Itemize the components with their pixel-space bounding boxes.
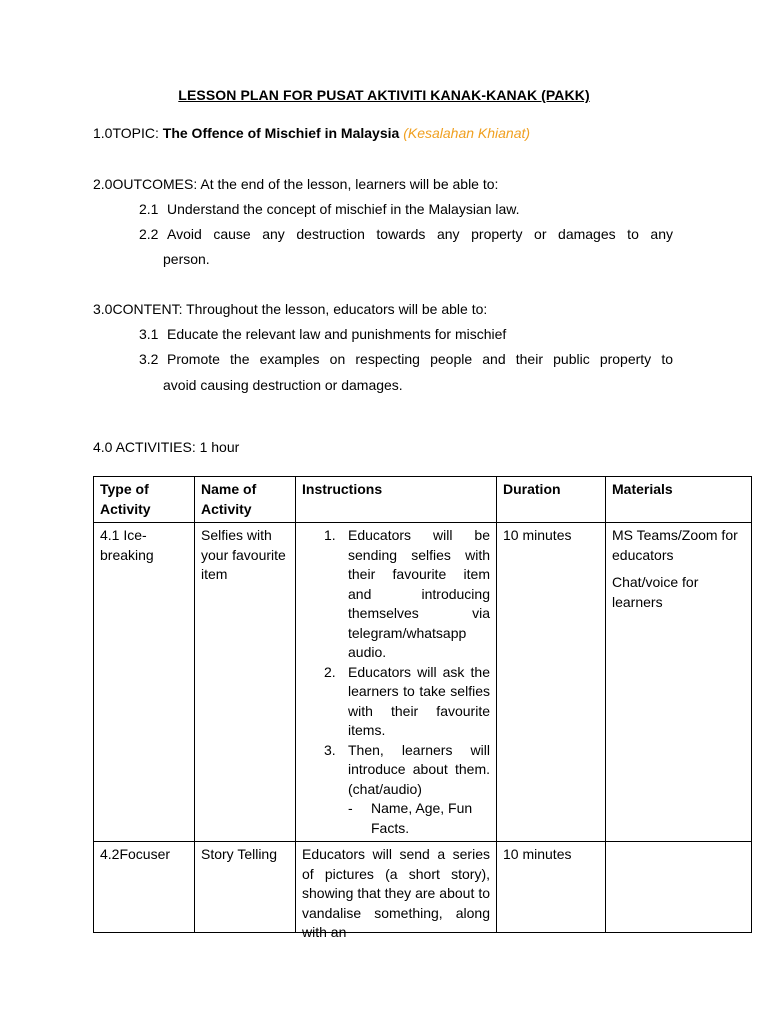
content-heading: 3.0CONTENT: Throughout the lesson, educators will be able to:	[93, 301, 488, 317]
content-number: 3.1	[139, 326, 159, 342]
instruction-subitem	[302, 799, 490, 838]
content-number: 3.2	[139, 351, 159, 367]
header-instructions: Instructions	[296, 477, 497, 523]
instruction-list	[302, 526, 490, 799]
instruction-item	[302, 663, 490, 741]
instruction-text: Educators will send a series of pictures (a short story), showing that they are about to vandalise something, along with an	[302, 846, 490, 940]
cell-duration: 10 minutes	[497, 523, 606, 842]
dash-bullet: -	[348, 800, 353, 816]
cell-type: 4.1 Ice-breaking	[94, 523, 195, 842]
topic-line	[93, 125, 530, 141]
content-text-continued: avoid causing destruction or damages.	[163, 377, 403, 393]
table-row	[94, 842, 752, 933]
topic-label: 1.0TOPIC:	[93, 125, 159, 141]
instruction-item	[302, 526, 490, 663]
cell-name: Selfies with your favourite item	[195, 523, 296, 842]
content-text: Educate the relevant law and punishments for mischief	[167, 326, 507, 342]
cell-materials	[606, 523, 752, 842]
content-item	[139, 351, 673, 367]
instruction-number: 2.	[324, 663, 336, 680]
table-header-row	[94, 477, 752, 523]
material-item: MS Teams/Zoom for educators	[612, 527, 738, 563]
table-row	[94, 523, 752, 842]
cell-duration: 10 minutes	[497, 842, 606, 933]
activities-table	[93, 476, 752, 940]
header-materials: Materials	[606, 477, 752, 523]
cell-instructions	[296, 523, 497, 842]
instruction-number: 3.	[324, 741, 336, 758]
outcome-text-continued: person.	[163, 251, 210, 267]
content-item	[139, 326, 673, 342]
document-title: LESSON PLAN FOR PUSAT AKTIVITI KANAK-KANAK (PAKK)	[178, 87, 590, 103]
header-duration: Duration	[497, 477, 606, 523]
instruction-text: Educators will be sending selfies with their favourite item and introducing themselves via telegram/whatsapp audio.	[348, 527, 490, 660]
outcome-item	[139, 226, 673, 242]
topic-title: The Offence of Mischief in Malaysia	[162, 125, 400, 141]
topic-alt-title: (Kesalahan Khianat)	[403, 125, 531, 141]
activities-heading: 4.0 ACTIVITIES: 1 hour	[93, 439, 240, 455]
outcome-text: Understand the concept of mischief in the Malaysian law.	[167, 201, 520, 217]
outcome-text: Avoid cause any destruction towards any property or damages to any	[167, 226, 673, 242]
subitem-text: Name, Age, Fun Facts.	[371, 800, 473, 836]
instruction-item	[302, 741, 490, 800]
outcome-number: 2.2	[139, 226, 159, 242]
header-name: Name of Activity	[195, 477, 296, 523]
instruction-text: Educators will ask the learners to take selfies with their favourite items.	[348, 663, 490, 738]
cell-instructions	[296, 842, 497, 940]
instruction-number: 1.	[324, 527, 336, 543]
cell-type: 4.2Focuser	[94, 842, 195, 933]
cell-materials	[606, 842, 752, 933]
content-text: Promote the examples on respecting people and their public property to	[167, 351, 673, 367]
instruction-text: Then, learners will introduce about them. (chat/audio)	[348, 741, 490, 797]
header-type: Type of Activity	[94, 477, 195, 523]
outcome-item	[139, 201, 673, 217]
material-item: Chat/voice for learners	[612, 574, 699, 610]
outcome-number: 2.1	[139, 201, 159, 217]
outcomes-heading: 2.0OUTCOMES: At the end of the lesson, learners will be able to:	[93, 176, 499, 192]
cell-name: Story Telling	[195, 842, 296, 933]
